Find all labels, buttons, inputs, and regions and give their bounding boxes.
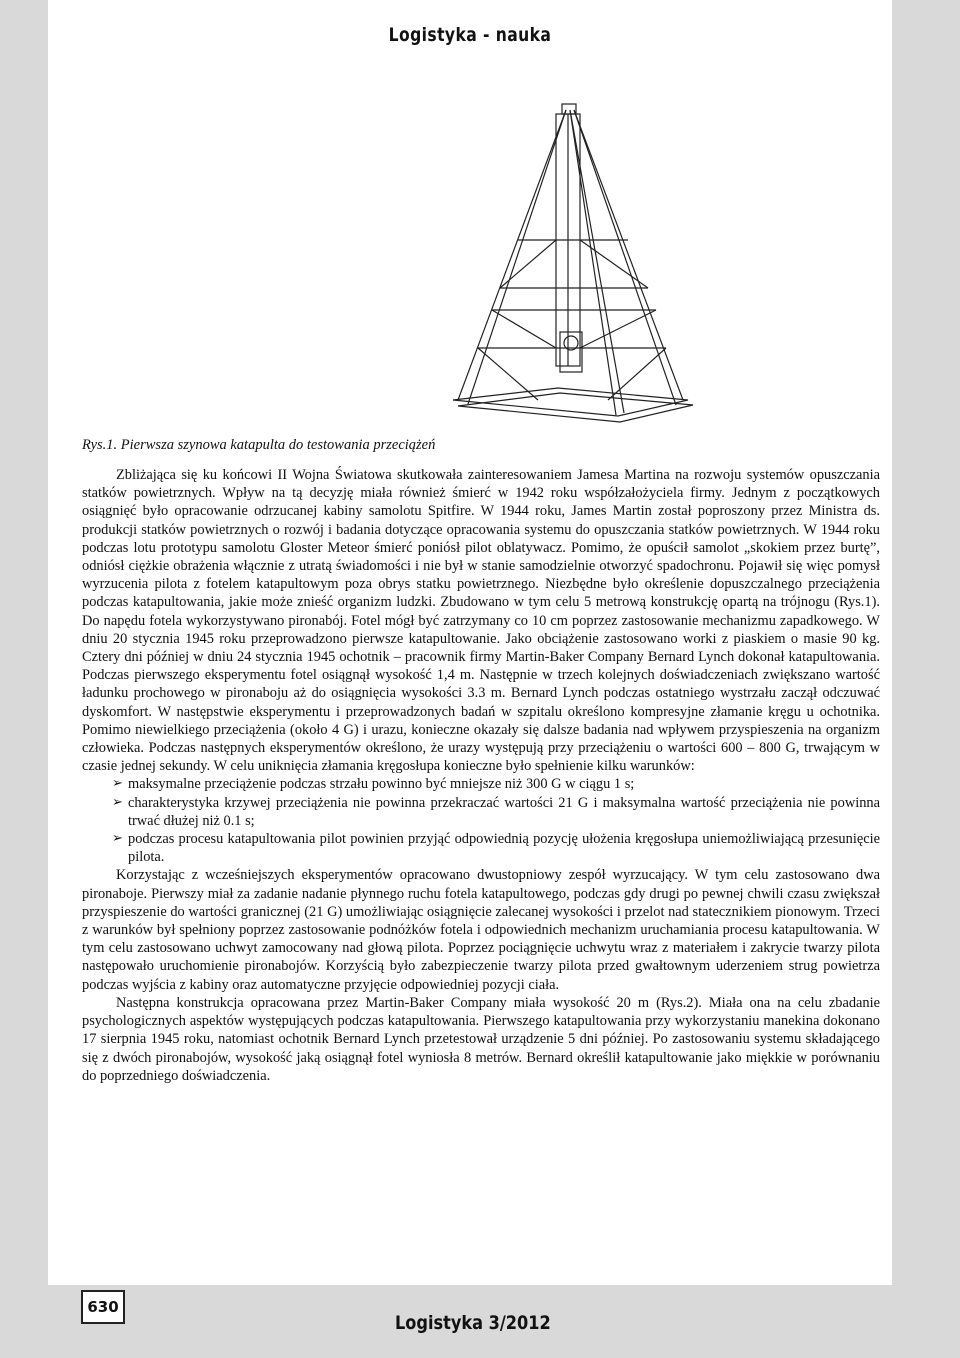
list-item: ➢ podczas procesu katapultowania pilot powinien przyjąć odpowiednią pozycję ułożenia kręgosłupa uniemożliwiającą przesunięcie pilota. <box>128 830 880 866</box>
paragraph: Zbliżająca się ku końcowi II Wojna Światowa skutkowała zainteresowaniem Jamesa Martina na rozwoju systemów opuszczania statków powietrznych. Wpływ na tą decyzję miała również śmierć w 1942 roku współzałożyciela firmy. Jednym z początkowych osiągnięć było opracowanie odrzucanej kabiny samolotu Spitfire. W 1944 roku, James Martin został poproszony przez Ministra ds. produkcji statków powietrznych o rozwój i badania dotyczące opracowania systemu do opuszczania statków powietrznych. W 1944 roku podczas lotu prototypu samolotu Gloster Meteor śmierć poniósł pilot oblatywacz. Pomimo, że opuścił samolot „skokiem przez burtę”, odniósł ciężkie obrażenia włącznie z utratą świadomości i nie był w stanie samodzielnie otworzyć spadochronu. Pojawił się więc pomysł wyrzucenia pilota z fotelem katapultowym poza obrys statku powietrznego. Niezbędne było określenie dopuszczalnego przeciążenia podczas katapultowania, jakie może znieść organizm ludzki. Zbudowano w tym celu 5 metrową konstrukcję opartą na trójnogu (Rys.1). Do napędu fotela wykorzystywano pironabój. Fotel mógł być zatrzymany co 10 cm poprzez zastosowanie mechanizmu zapadkowego. W dniu 20 stycznia 1945 roku przeprowadzono pierwsze katapultowanie. Jako obciążenie zastosowano worki z piaskiem o masie 90 kg. Cztery dni później w dniu 24 stycznia 1945 ochotnik – pracownik firmy Martin-Baker Company Bernard Lynch dokonał katapultowania. Podczas pierwszego eksperymentu fotel osiągnął wysokość 1,4 m. Następnie w trzech kolejnych doświadczeniach zwiększano wartość ładunku prochowego w pironaboju aż do osiągnięcia wysokości 3.3 m. Bernard Lynch podczas ostatniego wystrzału zaczął odczuwać dyskomfort. W następstwie eksperymentu i przeprowadzonych badań w szpitalu określono kompresyjne złamanie kręgu u ochotnika. Pomimo niewielkiego przeciążenia (około 4 G) i urazu, konieczne okazały się dalsze badania nad wpływem przyspieszenia na organizm człowieka. Podczas następnych eksperymentów określono, że urazy występują przy przeciążeniu o wartości 600 – 800 G, trwającym w czasie jednej sekundy. W celu uniknięcia złamania kręgosłupa konieczne było spełnienie kilku warunków: <box>82 467 880 775</box>
catapult-tower-drawing <box>438 100 738 435</box>
running-header: Logistyka - nauka <box>388 24 552 46</box>
paragraph: Następna konstrukcja opracowana przez Martin-Baker Company miała wysokość 20 m (Rys.2). Miała ona na celu zbadanie psychologicznych aspektów występujących podczas katapultowania. Pierwszego katapultowania przy wykorzystaniu manekina dokonano 17 sierpnia 1945 roku, natomiast ochotnik Bernard Lynch przetestował urządzenie 5 dni później. Po zastosowaniu systemu składającego się z dwóch pironabojów, wysokość jaką osiągnął fotel wyniosła 8 metrów. Bernard określił katapultowanie jako miękkie w porównaniu do poprzedniego doświadczenia. <box>82 994 880 1084</box>
list-item: ➢ maksymalne przeciążenie podczas strzału powinno być mniejsze niż 300 G w ciągu 1 s; <box>128 775 880 793</box>
page-number: 630 <box>81 1290 125 1324</box>
list-item: ➢ charakterystyka krzywej przeciążenia nie powinna przekraczać wartości 21 G i maksymalna wartość przeciążenia nie powinna trwać dłużej niż 0.1 s; <box>128 794 880 830</box>
page-sheet <box>48 0 892 1285</box>
paragraph: Korzystając z wcześniejszych eksperymentów opracowano dwustopniowy zespół wyrzucający. W tym celu zastosowano dwa pironaboje. Pierwszy miał za zadanie nadanie płynnego ruchu fotela katapultowego, podczas gdy drugi po pewnej chwili czasu zwiększał przyspieszenie do wartości granicznej (21 G) umożliwiając osiągnięcie zalecanej wysokości i przelot nad statecznikiem pionowym. Trzeci z warunków był spełniony poprzez zastosowanie podnóżków fotela i odpowiednich mechanizm uruchamiania procesu katapultowania. W tym celu zastosowano uchwyt zamocowany nad głową pilota. Poprzez pociągnięcie uchwytu wraz z materiałem i zakrycie twarzy pilota następowało uruchomienie pironabojów. Korzyścią było zabezpieczenie twarzy pilota przed gwałtownym uderzeniem strug powietrza podczas wyjścia z kabiny oraz automatyczne przyjęcie odpowiedniej pozycji ciała. <box>82 867 880 993</box>
article-body <box>82 466 880 1085</box>
journal-footer: Logistyka 3/2012 <box>395 1312 551 1334</box>
conditions-list <box>82 775 880 866</box>
figure-caption: Rys.1. Pierwsza szynowa katapulta do testowania przeciążeń <box>82 437 436 453</box>
catapult-tower-figure <box>438 100 738 435</box>
